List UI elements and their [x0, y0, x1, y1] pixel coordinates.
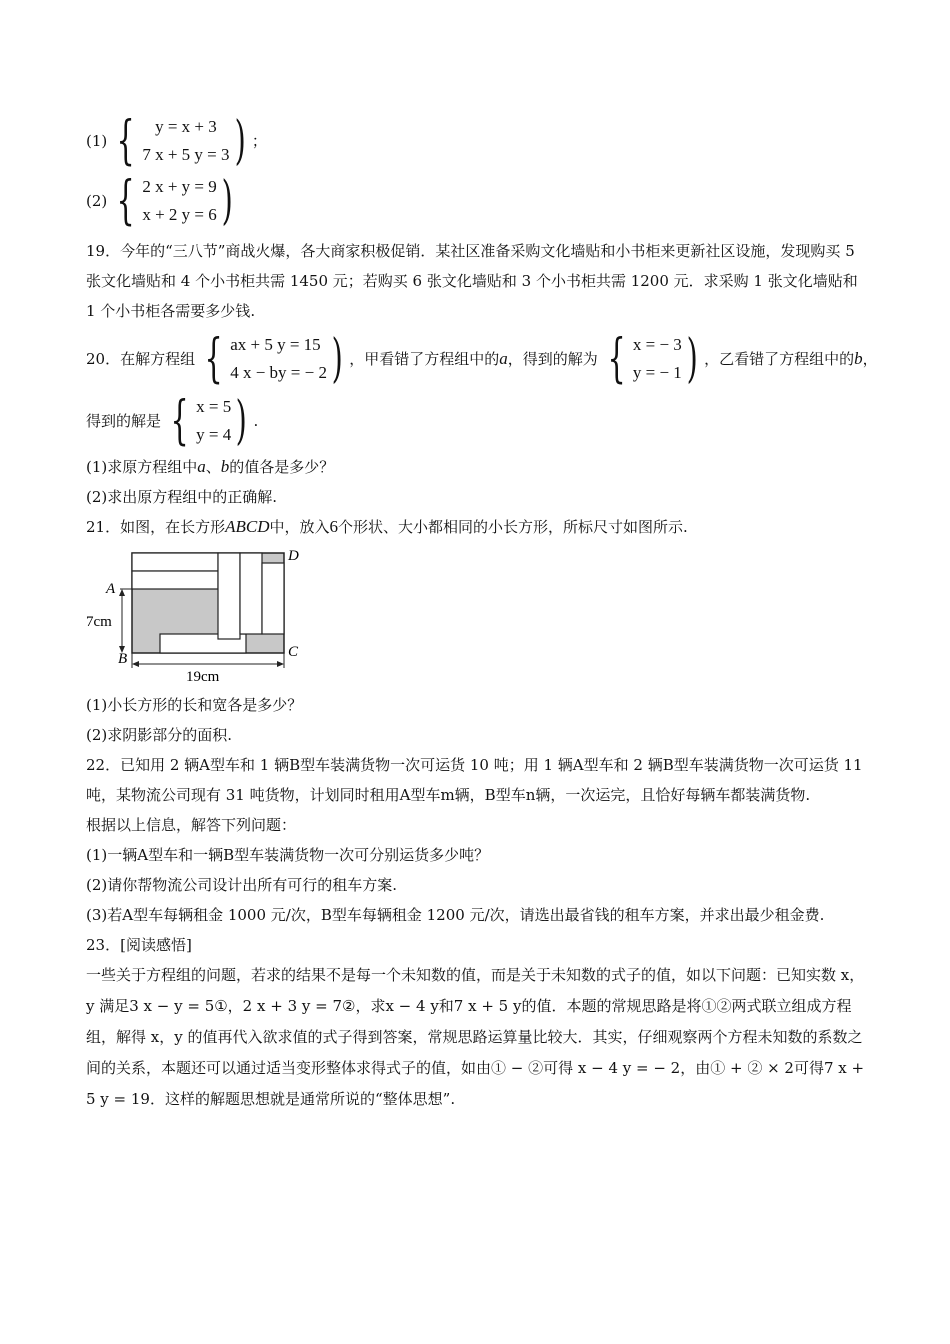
arrow-right-icon	[277, 661, 284, 667]
text: (1)求原方程组中	[86, 458, 198, 476]
right-brace-icon: )	[234, 111, 246, 171]
text: 个形状、大小都相同的小长方形，所标尺寸如图所示.	[338, 518, 688, 536]
text: ，甲看错了方程组中的	[349, 350, 500, 368]
prob22-instructions: 根据以上信息，解答下列问题：	[86, 816, 297, 834]
prob21-intro	[86, 512, 866, 542]
left-brace-icon: {	[116, 171, 135, 231]
left-brace-icon: {	[170, 391, 189, 451]
text: 、	[205, 458, 221, 476]
prob21-q1: (1)小长方形的长和宽各是多少？	[86, 696, 303, 714]
text: 20．在解方程组	[86, 350, 196, 368]
arrow-left-icon	[132, 661, 139, 667]
text: .	[253, 412, 259, 430]
part-label: (1)	[86, 132, 108, 150]
shaded-region	[132, 641, 160, 653]
equation: y = − 1	[632, 363, 682, 382]
left-brace-icon: {	[607, 329, 626, 389]
text: ，得到的解为	[507, 350, 598, 368]
right-brace-icon: )	[221, 171, 233, 231]
prob20-line1	[86, 328, 878, 390]
prob22-q2: (2)请你帮物流公司设计出所有可行的租车方案.	[86, 876, 398, 894]
prob23-title: 23．[阅读感悟]	[86, 936, 192, 954]
equation-system	[197, 331, 347, 387]
prob18-part1	[86, 112, 866, 170]
equation: x = − 3	[632, 335, 682, 354]
equation-system	[109, 173, 237, 229]
equation: 2 x + y = 9	[142, 177, 217, 196]
equation: x + 2 y = 6	[142, 205, 217, 224]
small-rectangle	[262, 563, 284, 634]
prob22-text: 22．已知用 2 辆A型车和 1 辆B型车装满货物一次可运货 10 吨；用 1 辆A型车和 2 辆B型车装满货物一次可运货 11 吨，某物流公司现有 31 吨货物，计划同时租用A型车m辆，B型车n辆，一次运完，且恰好每辆车都装满货物.	[86, 756, 863, 804]
equation: x = 5	[196, 397, 232, 416]
label-D: D	[288, 548, 299, 564]
variable-a: a	[499, 349, 508, 369]
prob22-q3: (3)若A型车每辆租金 1000 元/次，B型车每辆租金 1200 元/次，请选出最省钱的租车方案，并求出最少租金费.	[86, 906, 825, 924]
equation: y = x + 3	[155, 117, 217, 136]
small-rectangle	[132, 553, 218, 571]
text: ，乙看错了方程组中的	[704, 350, 855, 368]
equation: 4 x − by = − 2	[230, 363, 327, 382]
rect-name: ABCD	[225, 517, 270, 536]
right-brace-icon: )	[686, 329, 698, 389]
shaded-region	[262, 553, 284, 563]
count: 6	[329, 517, 338, 536]
left-brace-icon: {	[116, 111, 135, 171]
variable-a: a	[197, 457, 206, 476]
rectangle-figure	[86, 546, 326, 686]
label-B: B	[118, 651, 128, 667]
small-rectangle	[240, 553, 262, 634]
prob21-q2: (2)求阴影部分的面积.	[86, 726, 233, 744]
small-rectangle	[218, 553, 240, 639]
left-brace-icon: {	[204, 329, 223, 389]
text: 21．如图，在长方形	[86, 518, 226, 536]
equation-system	[109, 113, 250, 169]
prob23-text: 一些关于方程组的问题，若求的结果不是每一个未知数的值，而是关于未知数的式子的值，如以下问题：已知实数 x，y 满足3 x − y = 5①，2 x + 3 y = 7②，求x − 4 y和7 x + 5 y的值．本题的常规思路是将①②两式联立组成方程组，解得 x，y 的值再代入欲求值的式子得到答案，常规思路运算量比较大．其实，仔细观察两个方程未知数的系数之间的关系，本题还可以通过适当变形整体求得式子的值，如由① − ②可得 x − 4 y = − 2，由① + ② × 2可得7 x + 5 y = 19．这样的解题思想就是通常所说的“整体思想”.	[86, 966, 865, 1108]
shaded-region	[246, 634, 284, 653]
solution-system	[163, 393, 251, 449]
text: 的值各是多少？	[229, 458, 335, 476]
worksheet-page	[86, 111, 878, 1115]
equation: 7 x + 5 y = 3	[142, 145, 230, 164]
punctuation: ；	[251, 132, 267, 150]
label-A: A	[106, 581, 116, 597]
equation: ax + 5 y = 15	[230, 335, 321, 354]
prob20-q2: (2)求出原方程组中的正确解.	[86, 488, 278, 506]
right-brace-icon: )	[235, 391, 247, 451]
variable-b: b	[220, 457, 230, 476]
text: 得到的解是	[86, 412, 162, 430]
right-brace-icon: )	[331, 329, 343, 389]
height-label: 7cm	[86, 614, 112, 630]
prob20-line2	[86, 390, 866, 452]
equation: y = 4	[196, 425, 232, 444]
prob22-q1: (1)一辆A型车和一辆B型车装满货物一次可分别运货多少吨？	[86, 846, 490, 864]
arrow-up-icon	[119, 589, 125, 596]
part-label: (2)	[86, 192, 108, 210]
text: 中，放入	[269, 518, 330, 536]
shaded-region	[132, 589, 218, 641]
variable-b: b	[854, 349, 863, 369]
rectangle-diagram	[86, 546, 326, 686]
prob19-text: 19．今年的“三八节”商战火爆，各大商家积极促销．某社区准备采购文化墙贴和小书柜来更新社区设施，发现购买 5 张文化墙贴和 4 个小书柜共需 1450 元；若购买 6 张文化墙贴和 3 个小书柜共需 1200 元．求采购 1 张文化墙贴和 1 个小书柜各需要多少钱.	[86, 242, 858, 320]
solution-system	[600, 331, 702, 387]
prob20-q1	[86, 452, 866, 482]
width-label: 19cm	[186, 669, 220, 685]
prob18-part2	[86, 170, 866, 232]
text: ，	[862, 350, 878, 368]
small-rectangle	[132, 571, 218, 589]
label-C: C	[288, 644, 299, 660]
